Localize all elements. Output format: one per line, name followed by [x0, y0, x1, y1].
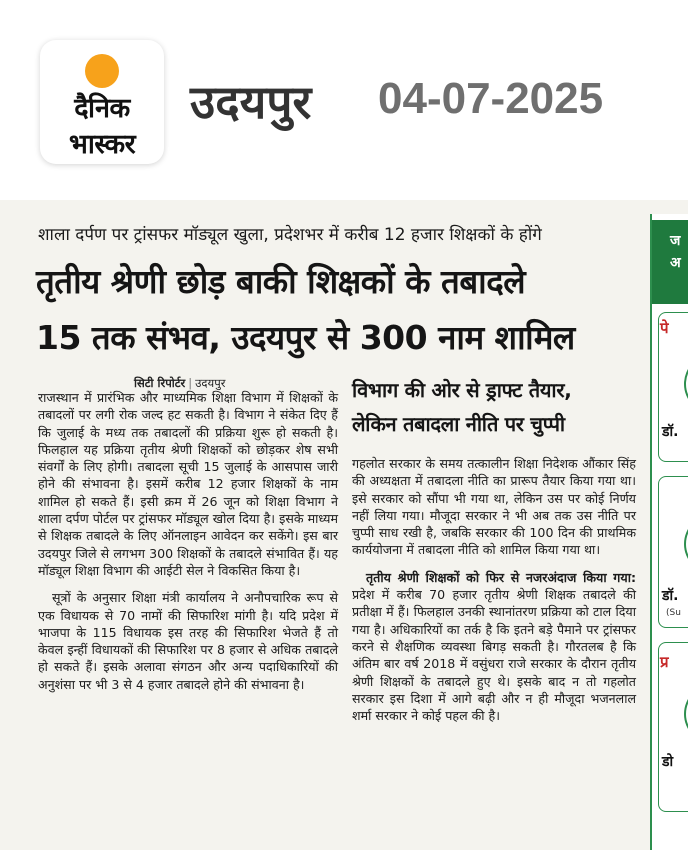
right-paragraph-2-lead: तृतीय श्रेणी शिक्षकों को फिर से नजरअंदाज किया गया: — [366, 569, 636, 585]
ad-top-banner — [652, 220, 688, 304]
headline-line1: तृतीय श्रेणी छोड़ बाकी शिक्षकों के तबादले — [36, 262, 526, 301]
byline-reporter: सिटी रिपोर्टर — [134, 376, 186, 390]
right-paragraph-2-body: प्रदेश में करीब 70 हजार तृतीय श्रेणी शिक्षक तबादले की प्रतीक्षा में हैं। फिलहाल उनकी स्थानांतरण प्रक्रिया को टाल दिया गया है। अधिकारियों का तर्क है कि इतने बड़े पैमाने पर ट्रांसफर करने से शैक्षणिक व्यवस्था बिगड़ सकती है। गौरतलब है कि अंतिम बार वर्ष 2018 में वसुंधरा राजे सरकार के दौरान तृतीय श्रेणी शिक्षकों के तबादले हुए थे। इसके बाद न तो गहलोत सरकार इस दिशा में आगे बढ़ी और न ही मौजूदा भजनलाल शर्मा सरकार ने कोई पहल की है। — [352, 587, 636, 724]
ad-name-3: डो — [662, 754, 674, 770]
edition-date: 04-07-2025 — [378, 74, 604, 123]
ad-top-line1: ज — [670, 233, 681, 249]
sun-icon — [85, 54, 119, 88]
left-paragraph-1: राजस्थान में प्रारंभिक और माध्यमिक शिक्षा विभाग में शिक्षकों के तबादलों पर लगी रोक जल्द हट सकती है। विभाग ने संकेत दिए हैं कि जुलाई के मध्य तक तबादलों की प्रक्रिया शुरू हो सकती है। फिलहाल यह प्रक्रिया तृतीय श्रेणी शिक्षकों को छोड़कर शेष सभी संवर्गों के लिए होगी। तबादला सूची 15 जुलाई के आसपास जारी होने की संभावना है। इसमें करीब 12 हजार शिक्षकों के नाम शामिल हो सकते हैं। इसी क्रम में 26 जून को शिक्षा विभाग ने शाला दर्पण पोर्टल पर ट्रांसफर मॉड्यूल खोल दिया है। इसके माध्यम से शिक्षक तबादले के लिए ऑनलाइन आवेदन कर सकेंगे। इस बार उदयपुर जिले से लगभग 300 शिक्षकों के तबादले संभावित हैं। यह मॉड्यूल शिक्षा विभाग की आईटी सेल ने विकसित किया है। — [38, 390, 338, 578]
logo-text-line1: दैनिक — [74, 93, 130, 124]
logo-text-line2: भास्कर — [68, 129, 136, 160]
header-bar — [0, 0, 688, 200]
ad-box-2 — [658, 476, 688, 628]
right-paragraph-1: गहलोत सरकार के समय तत्कालीन शिक्षा निदेशक औंकार सिंह की अध्यक्षता में तबादला नीति का प्रारूप तैयार किया गया था। इसे सरकार को सौंपा भी गया था, लेकिन उस पर कोई निर्णय नहीं लिया गया। मौजूदा सरकार ने भी अब तक उस नीति पर चुप्पी साध रखी है, जबकि सरकार की 100 दिन की प्राथमिक कार्ययोजना में तबादला नीति को शामिल किया गया था। — [352, 456, 636, 558]
byline-separator: | — [188, 376, 193, 390]
byline-place: उदयपुर — [195, 376, 226, 390]
ad-name-2: डॉ. — [662, 588, 679, 604]
ad-red-text: पे — [660, 319, 669, 337]
ad-top-line2: अ — [670, 255, 681, 271]
ad-red-text-2: प्र — [660, 653, 669, 671]
adjacent-ad-strip — [650, 214, 688, 850]
right-paragraph-2 — [352, 569, 636, 725]
dainik-bhaskar-logo — [40, 40, 164, 164]
left-paragraph-2: सूत्रों के अनुसार शिक्षा मंत्री कार्यालय ने अनौपचारिक रूप से एक विधायक से 70 नामों की सिफारिश मांगी है। यदि प्रदेश में भाजपा के 115 विधायक इस तरह की सिफारिश भेजते हैं तो केवल इन्हीं विधायकों की सिफारिश पर 8 हजार से अधिक तबादले हो सकते हैं। इसके अलावा संगठन और अन्य पदाधिकारियों की अनुशंसा पर भी 3 से 4 हजार तबादले होने की संभावना है। — [38, 590, 338, 692]
headline-line2: 15 तक संभव, उदयपुर से 300 नाम शामिल — [36, 318, 575, 357]
article-left-column — [38, 389, 338, 693]
ad-name-1: डॉ. — [662, 424, 679, 440]
article-kicker: शाला दर्पण पर ट्रांसफर मॉड्यूल खुला, प्रदेशभर में करीब 12 हजार शिक्षकों के होंगे — [38, 225, 542, 245]
edition-city: उदयपुर — [190, 75, 312, 129]
ad-sub-2: (Su — [666, 608, 681, 618]
subhead-line1: विभाग की ओर से ड्राफ्ट तैयार, — [352, 378, 572, 402]
subhead-line2: लेकिन तबादला नीति पर चुप्पी — [352, 412, 565, 436]
article-right-column — [352, 455, 636, 724]
